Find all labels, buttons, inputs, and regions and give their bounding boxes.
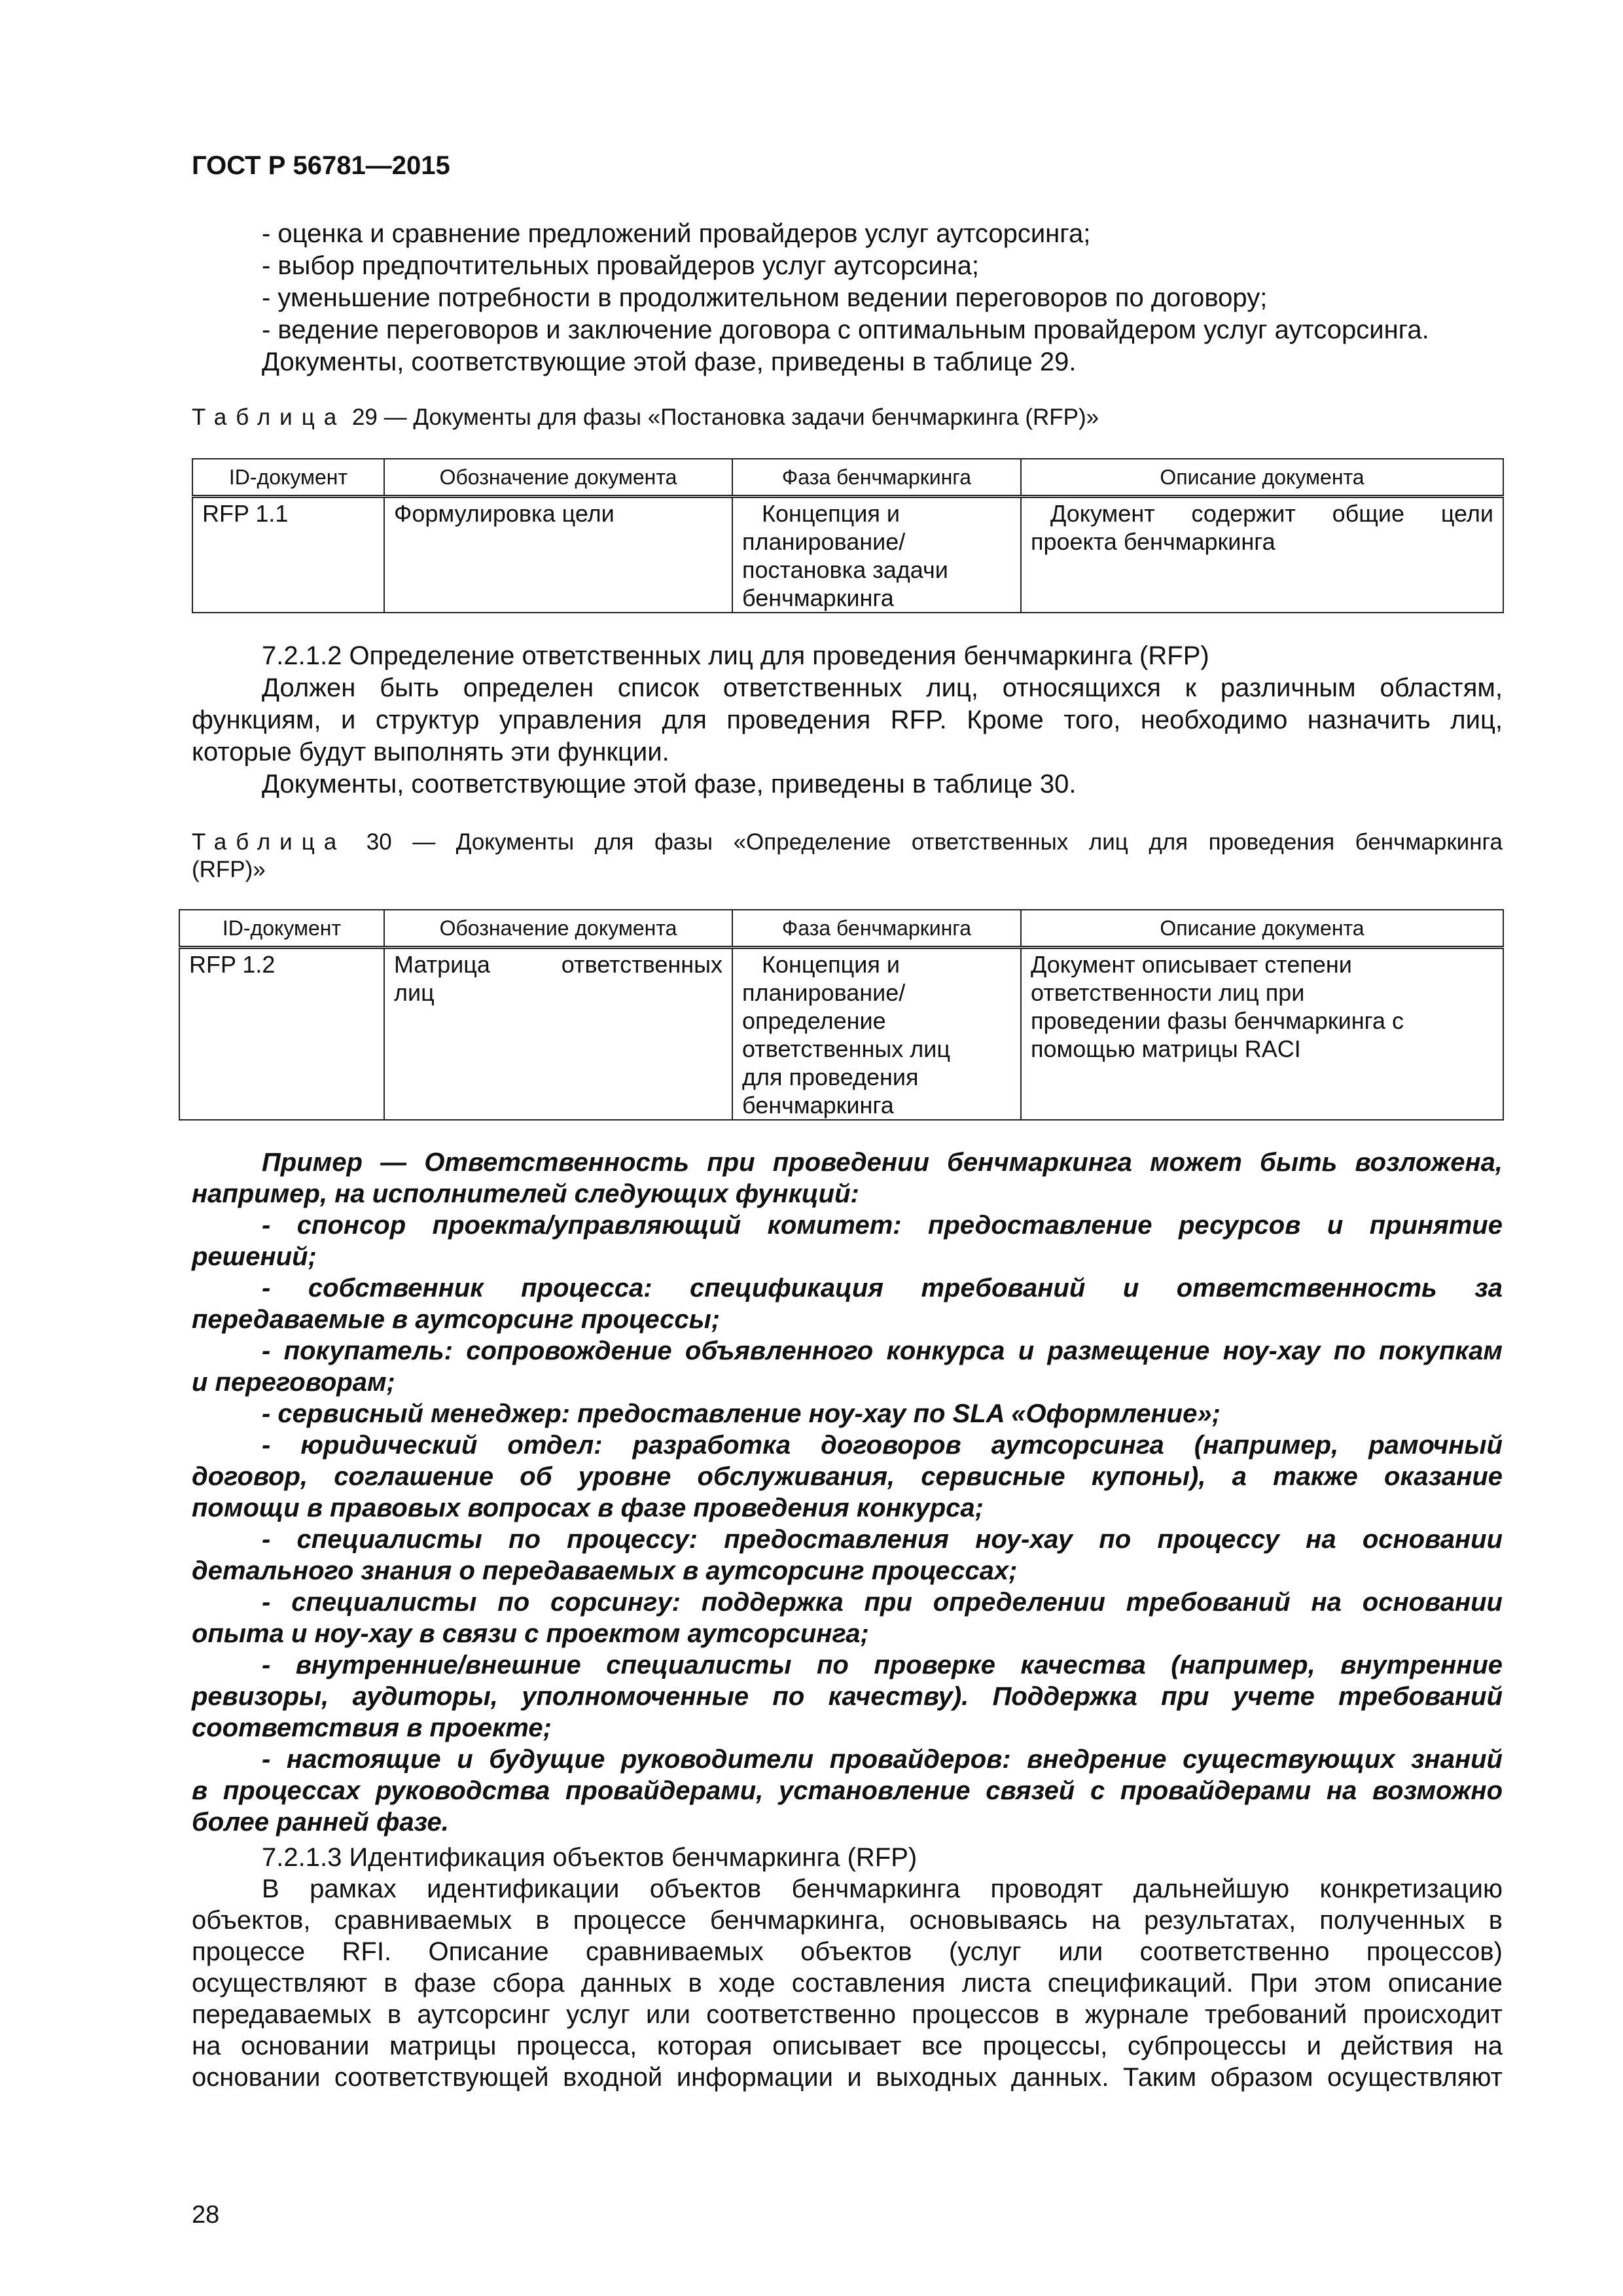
header-id: ID-документ [179, 910, 384, 948]
caption-text: (RFP)» [192, 857, 266, 882]
paragraph-line: функциям, и структур управления для проведения RFP. Кроме того, необходимо назначить лиц, [192, 706, 1503, 734]
cell-name: Матрица ответственных лиц [384, 948, 732, 1121]
section-heading: 7.2.1.2 Определение ответственных лиц для проведения бенчмаркинга (RFP) [262, 641, 1209, 670]
section-heading: 7.2.1.3 Идентификация объектов бенчмаркинга (RFP) [262, 1843, 918, 1872]
docs-reference: Документы, соответствующие этой фазе, приведены в таблице 29. [262, 348, 1077, 376]
table-30-caption [192, 829, 1503, 884]
paragraph-line: объектов, сравниваемых в процессе бенчмаркинга, основываясь на результатах, полученных в [192, 1906, 1503, 1935]
caption-word: Таблица [192, 829, 346, 855]
cell-id: RFP 1.2 [179, 948, 384, 1121]
cell-name: Формулировка цели [384, 497, 732, 613]
cell-phase: Концепция и планирование/ постановка задачи бенчмаркинга [732, 497, 1021, 613]
table-row [192, 497, 1503, 613]
intro-block [192, 218, 1503, 378]
table-30 [179, 909, 1504, 1121]
list-item: - ведение переговоров и заключение договора с оптимальным провайдером услуг аутсорсинга. [262, 315, 1429, 344]
paragraph-line: В рамках идентификации объектов бенчмаркинга проводят дальнейшую конкретизацию [262, 1874, 1503, 1903]
paragraph-line: процессе RFI. Описание сравниваемых объектов (услуг или соответственно процессов) [192, 1937, 1503, 1966]
table-header-row [179, 910, 1503, 948]
caption-text: 30 — Документы для фазы «Определение ответственных лиц для проведения бенчмаркинга [366, 829, 1503, 855]
table-header-row [192, 459, 1503, 497]
header-name: Обозначение документа [384, 459, 732, 497]
section-7213 [192, 1842, 1503, 2093]
cell-phase: Концепция и планирование/ определение ответственных лиц для проведения бенчмаркинга [732, 948, 1021, 1121]
list-item: - оценка и сравнение предложений провайдеров услуг аутсорсинга; [262, 219, 1091, 248]
paragraph-line: основании соответствующей входной информации и выходных данных. Таким образом осуществляют [192, 2063, 1503, 2092]
example-block: Пример — Ответственность при проведении бенчмаркинга может быть возложена, например, на исполнителей следующих функций: - спонсор проекта/управляющий комитет: предоставление ресурсов и принятие решений; - собственник процесса: спецификация требований и ответственность за передаваемые в аутсорсинг процессы; - покупатель: сопровождение объявленного конкурса и размещение ноу-хау по покупкам и переговорам; - сервисный менеджер: предоставление ноу-хау по SLA «Оформление»; - юридический отдел: разработка договоров аутсорсинга (например, рамочный договор, соглашение об уровне обслуживания, сервисные купоны), а также оказание помощи в правовых вопросах в фазе проведения конкурса; - специалисты по процессу: предоставления ноу-хау по процессу на основании детального знания о передаваемых в аутсорсинг процессах; - специалисты по сорсингу: поддержка при определении требований на основании опыта и ноу-хау в связи с проектом аутсорсинга; - внутренние/внешние специалисты по проверке качества (например, внутренние ревизоры, аудиторы, уполномоченные по качеству). Поддержка при учете требований соответствия в проекте; - настоящие и будущие руководители провайдеров: внедрение существующих знаний в процессах руководства провайдерами, установление связей с провайдерами на возможно более ранней фазе. [192, 1148, 1503, 1837]
docs-reference: Документы, соответствующие этой фазе, приведены в таблице 30. [262, 770, 1077, 798]
header-description: Описание документа [1021, 910, 1503, 948]
paragraph-line: передаваемых в аутсорсинг услуг или соответственно процессов в журнале требований происходит [192, 2000, 1503, 2029]
list-item: - уменьшение потребности в продолжительном ведении переговоров по договору; [262, 283, 1268, 312]
paragraph-line: которые будут выполнять эти функции. [192, 738, 669, 766]
header-phase: Фаза бенчмаркинга [732, 459, 1021, 497]
table-29 [192, 458, 1504, 613]
paragraph-line: Должен быть определен список ответственных лиц, относящихся к различным областям, [262, 673, 1503, 702]
header-description: Описание документа [1021, 459, 1503, 497]
cell-description: Документ описывает степени ответственности лиц при проведении фазы бенчмаркинга с помощью матрицы RACI [1021, 948, 1503, 1121]
header-name: Обозначение документа [384, 910, 732, 948]
table-29-caption [192, 404, 1503, 431]
list-item: - выбор предпочтительных провайдеров услуг аутсорсина; [262, 251, 979, 280]
paragraph-line: на основании матрицы процесса, которая описывает все процессы, субпроцессы и действия на [192, 2032, 1503, 2060]
cell-description: Документ содержит общие цели проекта бенчмаркинга [1021, 497, 1503, 613]
page-number: 28 [192, 2201, 220, 2229]
standard-header: ГОСТ Р 56781—2015 [192, 151, 450, 180]
header-phase: Фаза бенчмаркинга [732, 910, 1021, 948]
caption-word: Таблица [192, 404, 346, 430]
table-row [179, 948, 1503, 1121]
caption-text: 29 — Документы для фазы «Постановка задачи бенчмаркинга (RFP)» [351, 404, 1099, 430]
cell-id: RFP 1.1 [192, 497, 384, 613]
header-id: ID-документ [192, 459, 384, 497]
section-7212 [192, 640, 1503, 800]
paragraph-line: осуществляют в фазе сбора данных в ходе составления листа спецификаций. При этом описание [192, 1969, 1503, 1998]
